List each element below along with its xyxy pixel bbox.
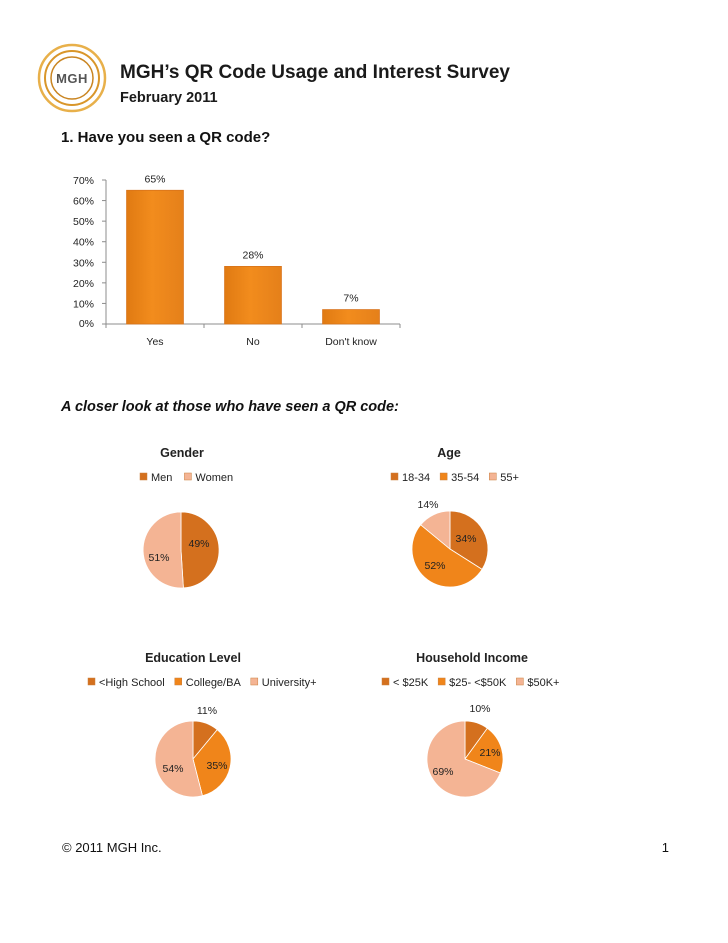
pie-data-label: 34% — [455, 533, 477, 545]
legend-label: $25- <$50K — [449, 677, 507, 689]
bar-yes — [127, 190, 184, 324]
bar-don-t-know — [323, 310, 380, 324]
pie-slice-women — [143, 512, 183, 588]
pie-chart-income — [340, 645, 600, 815]
legend-swatch — [251, 678, 258, 685]
pie-title: Gender — [160, 446, 204, 460]
y-tick-label: 60% — [72, 195, 94, 208]
pie-title: Household Income — [416, 651, 528, 665]
legend-swatch — [382, 678, 389, 685]
x-tick-label: Don't know — [325, 336, 377, 348]
logo-text: MGH — [56, 71, 88, 86]
legend-label: 55+ — [500, 472, 519, 484]
pie-data-label: 52% — [424, 560, 446, 572]
y-tick-label: 70% — [72, 175, 94, 187]
legend-label: University+ — [261, 677, 317, 689]
pie-data-label: 35% — [206, 760, 228, 772]
pie-data-label: 11% — [196, 705, 218, 717]
y-tick-label: 50% — [72, 216, 94, 229]
pie-title: Age — [437, 446, 461, 460]
bar-no — [225, 266, 282, 324]
footer-page-number: 1 — [661, 840, 669, 855]
page-title: MGH’s QR Code Usage and Interest Survey — [120, 62, 510, 83]
y-tick-label: 30% — [72, 257, 94, 270]
pie-data-label: 10% — [469, 703, 491, 715]
y-tick-label: 40% — [72, 236, 94, 249]
legend-swatch — [391, 473, 398, 480]
legend-swatch — [438, 678, 445, 685]
pie-chart-education — [60, 645, 360, 815]
legend-swatch — [516, 678, 523, 685]
legend-swatch — [184, 473, 191, 480]
question-heading: 1. Have you seen a QR code? — [61, 129, 271, 146]
legend-label: <High School — [99, 677, 165, 689]
x-tick-label: Yes — [146, 336, 164, 348]
legend-label: Men — [151, 472, 173, 484]
pie-data-label: 51% — [148, 552, 170, 564]
y-tick-label: 20% — [72, 277, 94, 290]
legend-swatch — [440, 473, 447, 480]
bar-chart-seen-qr — [60, 168, 420, 358]
bar-data-label: 7% — [343, 292, 359, 305]
y-tick-label: 0% — [78, 318, 94, 330]
legend-label: 35-54 — [451, 472, 480, 484]
bar-data-label: 65% — [144, 173, 166, 186]
legend-swatch — [88, 678, 95, 685]
footer-copyright: © 2011 MGH Inc. — [62, 840, 162, 855]
pie-data-label: 54% — [162, 763, 184, 775]
pie-chart-age — [340, 440, 600, 610]
bar-data-label: 28% — [242, 249, 264, 262]
legend-label: College/BA — [185, 677, 241, 689]
y-tick-label: 10% — [72, 298, 94, 311]
legend-label: 18-34 — [402, 472, 431, 484]
legend-swatch — [140, 473, 147, 480]
pie-title: Education Level — [145, 651, 241, 665]
legend-label: $50K+ — [527, 677, 560, 689]
legend-label: Women — [195, 472, 234, 484]
pie-data-label: 49% — [188, 538, 210, 550]
section-heading: A closer look at those who have seen a QR code: — [61, 399, 399, 415]
pie-data-label: 69% — [432, 766, 454, 778]
x-tick-label: No — [246, 336, 260, 348]
legend-swatch — [489, 473, 496, 480]
legend-label: < $25K — [393, 677, 429, 689]
page-subtitle: February 2011 — [120, 90, 218, 106]
mgh-logo — [36, 42, 108, 114]
legend-swatch — [175, 678, 182, 685]
pie-data-label: 14% — [417, 499, 439, 511]
pie-data-label: 21% — [479, 747, 501, 759]
pie-chart-gender — [60, 440, 320, 610]
